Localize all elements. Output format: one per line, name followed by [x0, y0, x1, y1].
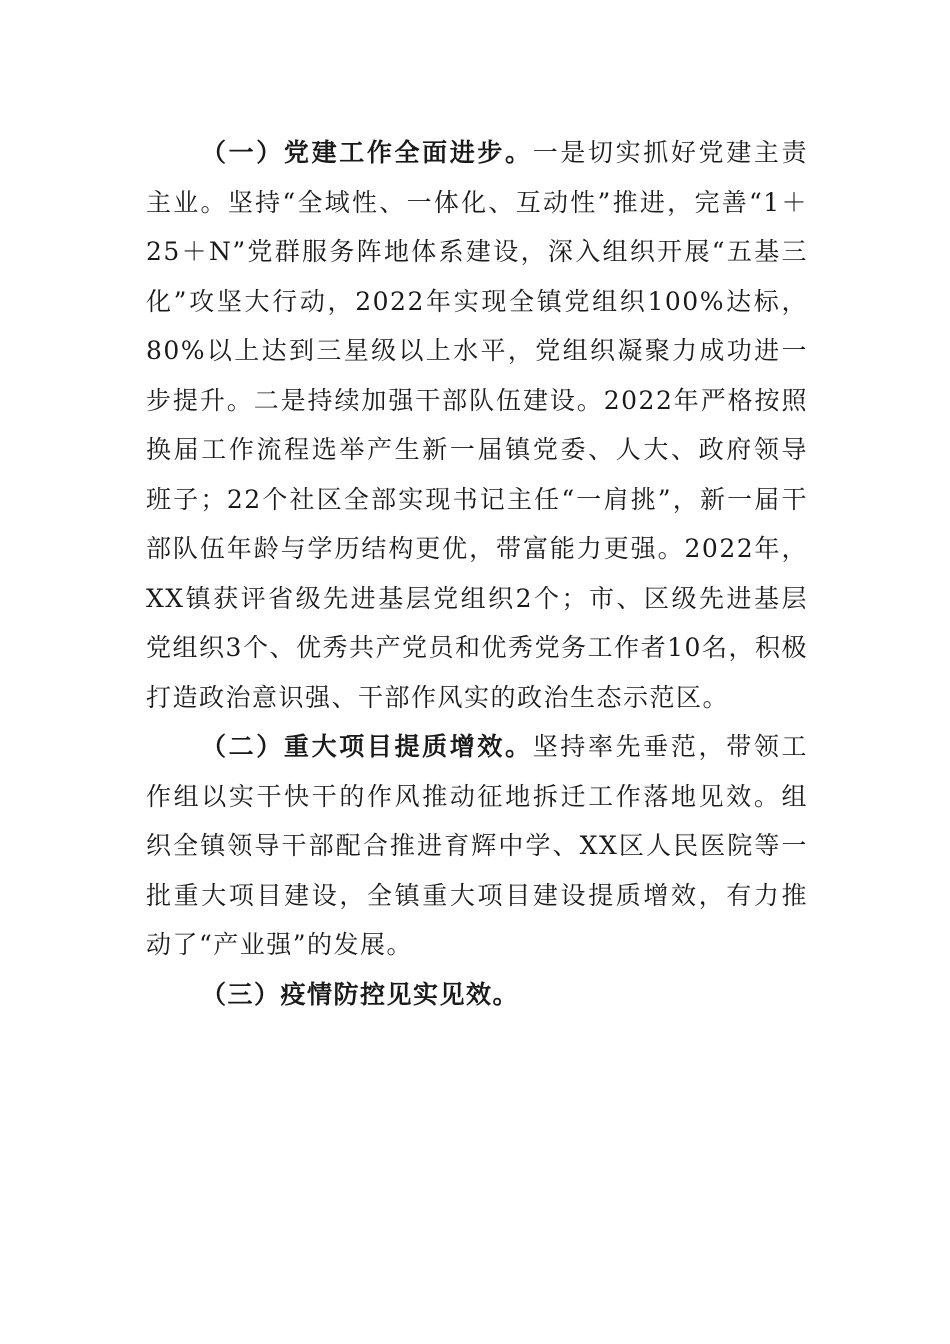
- section-text-major-projects: 坚持率先垂范，带领工作组以实干快干的作风推动征地拆迁工作落地见效。组织全镇领导干部配合推进育辉中学、XX区人民医院等一批重大项目建设，全镇重大项目建设提质增效，有力推动了“产业强”的发展。: [146, 732, 808, 959]
- section-heading-major-projects: （二）重大项目提质增效。: [201, 732, 533, 761]
- paragraph-major-projects: [146, 722, 808, 970]
- paragraph-party-building: [146, 128, 808, 722]
- section-heading-epidemic-control: （三）疫情防控见实见效。: [201, 979, 520, 1009]
- section-text-party-building: 一是切实抓好党建主责主业。坚持“全域性、一体化、互动性”推进，完善“1＋25＋N”党群服务阵地体系建设，深入组织开展“五基三化”攻坚大行动，2022年实现全镇党组织100%达标，80%以上达到三星级以上水平，党组织凝聚力成功进一步提升。二是持续加强干部队伍建设。2022年严格按照换届工作流程选举产生新一届镇党委、人大、政府领导班子；22个社区全部实现书记主任“一肩挑”，新一届干部队伍年龄与学历结构更优，带富能力更强。2022年，XX镇获评省级先进基层党组织2个；市、区级先进基层党组织3个、优秀共产党员和优秀党务工作者10名，积极打造政治意识强、干部作风实的政治生态示范区。: [146, 138, 808, 712]
- paragraph-epidemic-control: [146, 970, 808, 1020]
- section-heading-party-building: （一）党建工作全面进步。: [201, 138, 533, 167]
- document-body: [146, 128, 808, 1019]
